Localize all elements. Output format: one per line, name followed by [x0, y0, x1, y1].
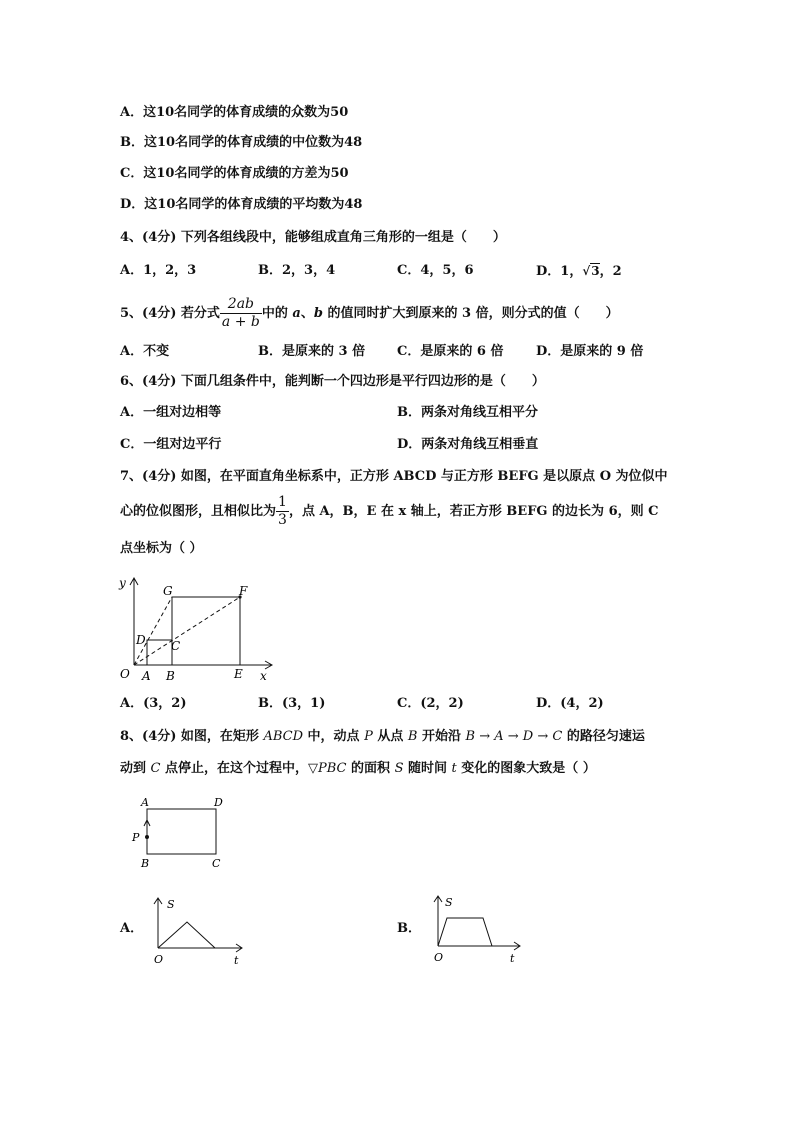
- q7-ratio-fraction: [276, 494, 289, 529]
- square-abcd: [147, 640, 172, 665]
- q4-option-d-suffix: ，2: [599, 264, 622, 279]
- q4-option-d-prefix: D．1，: [536, 264, 583, 279]
- q7-line3: 点坐标为（ ）: [120, 541, 203, 556]
- label-a: A: [141, 796, 149, 809]
- q8-var-t: t: [451, 761, 457, 776]
- q8-line1-prefix: 8、(4分) 如图，在矩形: [120, 729, 264, 744]
- q8-line1-mid3: 开始沿: [417, 729, 466, 744]
- point-p: [145, 835, 149, 839]
- q5-var-a: a: [292, 306, 301, 321]
- label-d: D: [136, 633, 146, 647]
- q8-line2-mid3: 随时间: [403, 761, 452, 776]
- label-o: O: [154, 953, 164, 966]
- q6-option-c: C．一组对边平行: [120, 437, 222, 452]
- q8-line2-mid2: 的面积: [346, 761, 395, 776]
- q5-stem-mid2: 、: [300, 306, 314, 321]
- q8-line2: [120, 760, 596, 778]
- label-f: F: [239, 584, 248, 598]
- q4-option-d: [536, 262, 622, 281]
- rectangle-abcd: [147, 809, 216, 854]
- q5-stem-mid1: 中的: [261, 306, 293, 321]
- label-b: B: [166, 669, 175, 683]
- q8-point-p: P: [364, 729, 373, 744]
- q8-rectangle-figure: [126, 792, 236, 877]
- q8-line2-suffix: 变化的图象大致是（ ）: [456, 761, 596, 776]
- q5-option-c: C．是原来的 6 倍: [397, 344, 504, 359]
- q7-figure: [112, 570, 282, 685]
- q5-fraction-denominator: a + b: [221, 314, 260, 330]
- q5-stem-prefix: 5、(4分) 若分式: [120, 306, 220, 321]
- q8-line1-mid1: 中，动点: [303, 729, 365, 744]
- dashed-line-og: [134, 597, 172, 665]
- label-b: B: [141, 857, 150, 870]
- q7-option-d: D．(4，2): [536, 696, 604, 711]
- q4-stem: 4、(4分) 下列各组线段中，能够组成直角三角形的一组是（ ）: [120, 230, 506, 245]
- q8-line2-mid1: 点停止，在这个过程中，: [160, 761, 309, 776]
- q7-ratio-denominator: 3: [278, 512, 287, 528]
- q6-option-b: B．两条对角线互相平分: [397, 405, 538, 420]
- q7-line2: [120, 494, 659, 530]
- label-g: G: [163, 584, 173, 598]
- q5-fraction-numerator: 2ab: [220, 296, 262, 314]
- q7-option-a: A．(3，2): [120, 696, 187, 711]
- label-d: D: [214, 796, 223, 809]
- q8-point-c: C: [150, 761, 161, 776]
- q4-option-c: C．4，5，6: [397, 263, 474, 278]
- dashed-line-of: [134, 597, 240, 665]
- sqrt-radicand: 3: [591, 264, 600, 278]
- q6-stem: 6、(4分) 下面几组条件中，能判断一个四边形是平行四边形的是（ ）: [120, 374, 545, 389]
- label-y: y: [119, 576, 126, 590]
- q8-point-b: B: [407, 729, 418, 744]
- square-befg: [172, 597, 240, 665]
- label-s: S: [167, 898, 175, 911]
- label-t: t: [510, 952, 515, 965]
- q8-var-s: S: [394, 761, 404, 776]
- q3-option-a: A．这10名同学的体育成绩的众数为50: [120, 105, 349, 120]
- q7-option-c: C．(2，2): [397, 696, 464, 711]
- q7-line2-suffix: ，点 A，B，E 在 x 轴上，若正方形 BEFG 的边长为 6，则 C: [288, 504, 659, 519]
- q7-line2-prefix: 心的位似图形，且相似比为: [120, 504, 277, 519]
- label-e: E: [234, 667, 243, 681]
- q5-var-b: b: [313, 306, 323, 321]
- q3-option-c: C．这10名同学的体育成绩的方差为50: [120, 166, 349, 181]
- q8-line1: [120, 728, 645, 746]
- q3-option-b: B．这10名同学的体育成绩的中位数为48: [120, 135, 363, 150]
- label-x: x: [260, 669, 267, 683]
- graph-a-curve: [158, 922, 215, 948]
- graph-b-curve: [438, 918, 492, 946]
- q6-option-a: A．一组对边相等: [120, 405, 222, 420]
- q5-fraction: [220, 296, 262, 331]
- label-o: O: [120, 667, 130, 681]
- q5-option-d: D．是原来的 9 倍: [536, 344, 644, 359]
- label-c: C: [171, 639, 181, 653]
- q7-option-b: B．(3，1): [258, 696, 326, 711]
- label-o: O: [434, 951, 444, 964]
- q5-stem: [120, 296, 619, 332]
- q8-option-a-label: A．: [120, 921, 144, 936]
- q3-option-d: D．这10名同学的体育成绩的平均数为48: [120, 197, 363, 212]
- q5-option-b: B．是原来的 3 倍: [258, 344, 366, 359]
- q4-option-a: A．1，2，3: [120, 263, 197, 278]
- sqrt-symbol: √3: [582, 264, 600, 278]
- label-c: C: [212, 857, 221, 870]
- label-t: t: [234, 954, 239, 967]
- label-s: S: [445, 896, 453, 909]
- q7-ratio-numerator: 1: [278, 494, 287, 510]
- q8-line1-suffix: 的路径匀速运: [562, 729, 645, 744]
- label-p: P: [132, 831, 140, 844]
- q8-path: B → A → D → C: [465, 729, 563, 744]
- q8-option-b-label: B．: [397, 921, 421, 936]
- q5-stem-suffix: 的值同时扩大到原来的 3 倍，则分式的值（ ）: [322, 306, 619, 321]
- q8-option-b-graph: [430, 891, 530, 966]
- q7-line1: 7、(4分) 如图，在平面直角坐标系中，正方形 ABCD 与正方形 BEFG 是以原点 O 为位似中: [120, 469, 668, 484]
- q6-option-d: D．两条对角线互相垂直: [397, 437, 539, 452]
- q8-option-a-graph: [150, 893, 250, 968]
- q5-option-a: A．不变: [120, 344, 170, 359]
- q8-triangle: ▽PBC: [308, 761, 347, 776]
- q8-line2-prefix: 动到: [120, 761, 151, 776]
- q8-line1-mid2: 从点: [372, 729, 408, 744]
- q4-option-b: B．2，3，4: [258, 263, 336, 278]
- label-a: A: [142, 669, 151, 683]
- q8-rect-name: ABCD: [263, 729, 304, 744]
